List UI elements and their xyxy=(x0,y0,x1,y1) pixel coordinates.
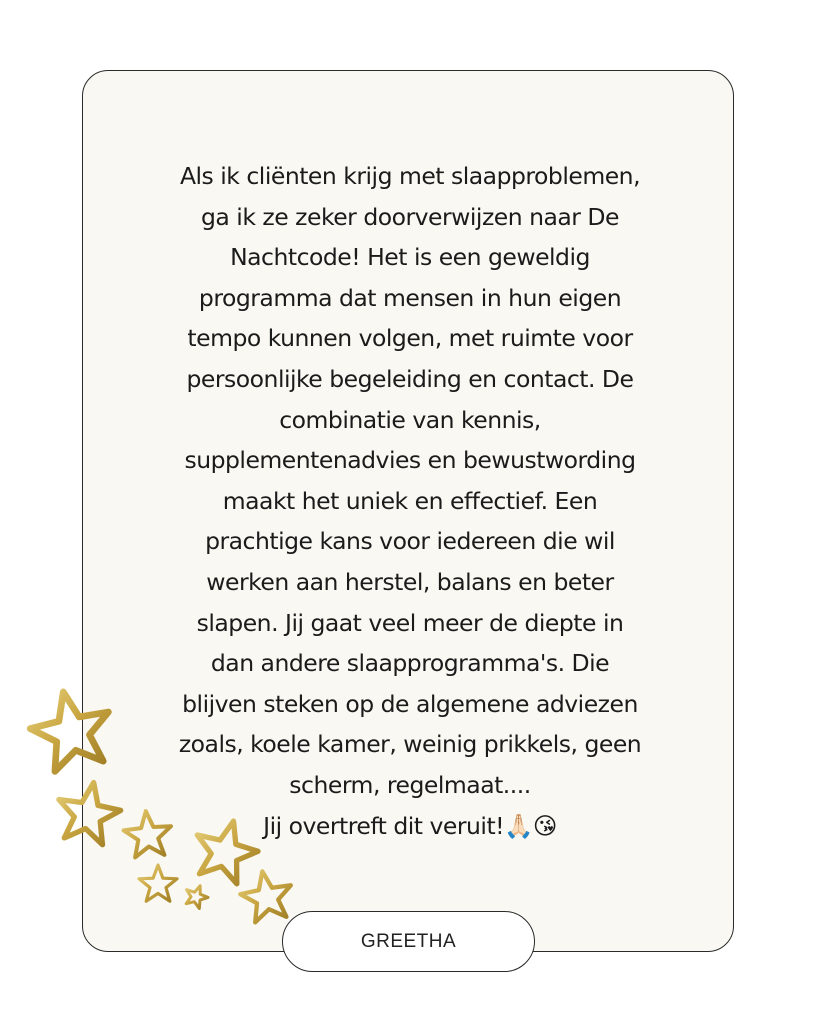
author-pill xyxy=(282,911,535,972)
testimonial-quote: Als ik cliënten krijg met slaapproblemen, ga ik ze zeker doorverwijzen naar De Nachtcode! Het is een geweldig programma dat mensen in hun eigen tempo kunnen volgen, met ruimte voor persoonlijke begeleiding en contact. De combinatie van kennis, supplementenadvies en bewustwording maakt het uniek en effectief. Een prachtige kans voor iedereen die wil werken aan herstel, balans en beter slapen. Jij gaat veel meer de diepte in dan andere slaapprogramma's. Die blijven steken op de algemene adviezen zoals, koele kamer, weinig prikkels, geen scherm, regelmaat.... Jij overtreft dit veruit!🙏🏻😘 xyxy=(178,162,642,840)
author-name: GREETHA xyxy=(360,930,457,952)
